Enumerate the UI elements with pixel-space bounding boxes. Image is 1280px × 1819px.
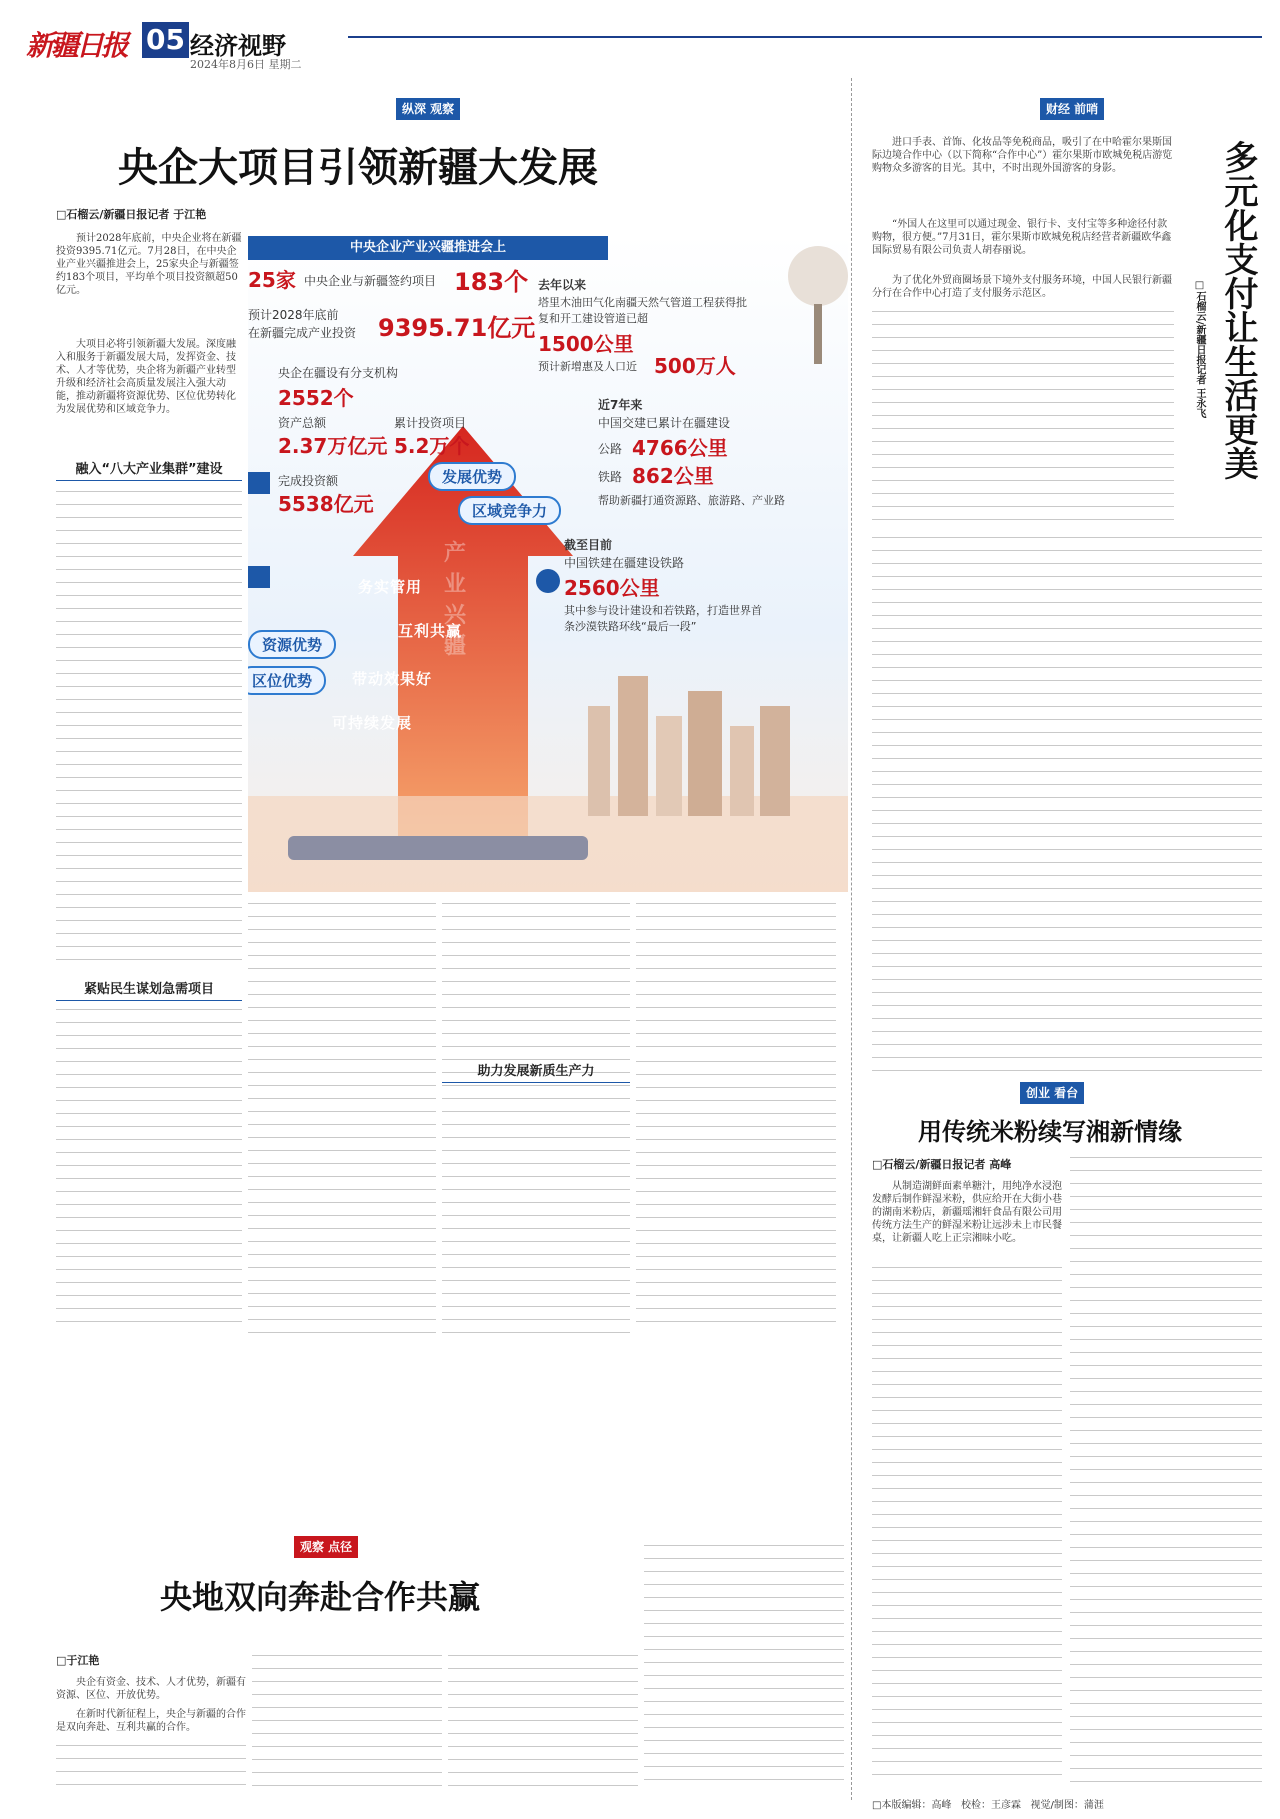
- arrow-word-practical: 务实管用: [358, 578, 423, 596]
- rail-label: 铁路: [598, 470, 623, 484]
- article3-byline: □石榴云/新疆日报记者 高峰: [872, 1158, 1012, 1171]
- article2-p3: 为了优化外贸商圈场景下境外支付服务环境，中国人民银行新疆分行在合作中心打造了支付服务示范区。: [872, 275, 1172, 299]
- article1-headline: 央企大项目引领新疆大发展: [118, 145, 598, 191]
- arrow-word-sustainable: 可持续发展: [332, 714, 413, 732]
- section-title: 经济视野: [190, 32, 286, 60]
- article4-p1: 央企有资金、技术、人才优势，新疆有资源、区位、开放优势。: [56, 1677, 246, 1701]
- pipe-people: 500万人: [654, 354, 736, 378]
- building-1: [588, 706, 610, 816]
- since-year-label: 去年以来: [538, 278, 587, 292]
- invest-amount: 9395.71亿元: [378, 314, 536, 342]
- article1-byline: □石榴云/新疆日报记者 于江艳: [56, 208, 207, 221]
- article1-body-col4: [636, 898, 836, 1048]
- article2-body-b: [872, 532, 1262, 1082]
- footer-editor: □本版编辑：高峰: [872, 1800, 952, 1811]
- infographic-title: 中央企业产业兴疆推进会上: [248, 236, 608, 260]
- pill-regional-competitiveness: 区域竞争力: [458, 496, 561, 525]
- branch-label: 央企在疆设有分支机构: [278, 366, 399, 380]
- building-4: [688, 691, 722, 816]
- train: [288, 836, 588, 860]
- arrow-watermark: 产业兴疆: [444, 541, 467, 659]
- signed-label: 中央企业与新疆签约项目: [304, 274, 437, 288]
- years7-note: 帮助新疆打通资源路、旅游路、产业路: [598, 494, 785, 507]
- page-footer: [872, 1796, 1104, 1811]
- article4-headline: 央地双向奔赴合作共赢: [160, 1578, 481, 1616]
- invest-label2: 在新疆完成产业投资: [248, 326, 357, 340]
- building-icon: [248, 472, 270, 494]
- section-tag-commentary: 观察 点径: [294, 1536, 358, 1558]
- article3-body-col2: [1070, 1152, 1262, 1784]
- since-year-text: 塔里木油田气化南疆天然气管道工程获得批复和开工建设管道已超: [538, 296, 747, 325]
- years7-text: 中国交建已累计在疆建设: [598, 416, 731, 430]
- road-label: 公路: [598, 442, 623, 456]
- article4-byline: □于江艳: [56, 1654, 100, 1667]
- cum-value: 5.2万个: [394, 434, 470, 458]
- page-number: 05: [142, 22, 189, 58]
- cr-text: 中国铁建在疆建设铁路: [564, 556, 685, 570]
- subhead-new-productivity: 助力发展新质生产力: [442, 1060, 630, 1083]
- article1-lead: 预计2028年底前，中央企业将在新疆投资9395.71亿元。7月28日，在中央企业产业兴疆推进会上，25家央企与新疆签约183个项目，平均单个项目投资额超50亿元。: [56, 233, 242, 296]
- building-5: [730, 726, 754, 816]
- pill-location-advantage: 区位优势: [248, 666, 326, 695]
- newspaper-logo: 新疆日报: [26, 29, 127, 62]
- cr-label: 截至目前: [564, 538, 613, 552]
- article2-p2: “外国人在这里可以通过现金、银行卡、支付宝等多种途径付款购物，很方便。”7月31日，霍尔果斯市欧城免税店经营者新疆欧华鑫国际贸易有限公司负责人胡春丽说。: [872, 219, 1172, 256]
- footer-proof: 校检：王彦霖: [961, 1800, 1021, 1811]
- article4-body-col1: [56, 1740, 246, 1790]
- masthead: [18, 12, 1262, 71]
- article3-headline: 用传统米粉续写湘新情缘: [918, 1118, 1182, 1146]
- assets-value: 2.37万亿元: [278, 434, 388, 458]
- section-tag-finance: 财经 前哨: [1040, 98, 1104, 120]
- subhead-livelihood: 紧贴民生谋划急需项目: [56, 978, 242, 1001]
- article1-body-col4b: [636, 1056, 836, 1334]
- arrow-word-win-win: 互利共赢: [398, 622, 463, 640]
- article1-lead2: 大项目必将引领新疆大发展。深度融入和服务于新疆发展大局，发挥资金、技术、人才等优势，央企将为新疆产业转型升级和经济社会高质量发展注入强大动能，推动新疆将资源优势、区位优势转化为发展优势和区域竞争力。: [56, 339, 236, 415]
- article4-body-col3: [448, 1650, 638, 1790]
- article4-p2: 在新时代新征程上，央企与新疆的合作是双向奔赴、互利共赢的合作。: [56, 1709, 246, 1733]
- section-tag-startup: 创业 看台: [1020, 1082, 1084, 1104]
- pill-development-advantage: 发展优势: [428, 462, 516, 491]
- completed-label: 完成投资额: [278, 474, 339, 488]
- infographic: [248, 236, 848, 892]
- pipe-benefit: 预计新增惠及人口近: [538, 360, 637, 373]
- signed-companies: 25家: [248, 268, 296, 292]
- column-divider: [851, 78, 852, 1800]
- article2-body-a: [872, 306, 1174, 532]
- microphone-icon: [788, 246, 848, 306]
- section-tag-deep: 纵深 观察: [396, 98, 460, 120]
- cr-value: 2560公里: [564, 576, 660, 600]
- pill-resource-advantage: 资源优势: [248, 630, 336, 659]
- article1-body-col1: [56, 486, 242, 972]
- subhead-industry-clusters: 融入“八大产业集群”建设: [56, 458, 242, 481]
- cr-note: 其中参与设计建设和若铁路，打造世界首条沙漠铁路环线“最后一段”: [564, 604, 762, 633]
- article1-body-col3: [442, 898, 630, 1334]
- invest-label1: 预计2028年底前: [248, 308, 339, 322]
- years7-label: 近7年来: [598, 398, 643, 412]
- branch-count: 2552个: [278, 386, 354, 410]
- cum-label: 累计投资项目: [394, 416, 467, 430]
- article4-body-col4: [644, 1540, 844, 1790]
- masthead-rule: [348, 36, 1262, 38]
- signed-projects: 183个: [454, 268, 529, 296]
- article2-byline: □石榴云/新疆日报记者 王永飞: [1194, 280, 1205, 419]
- arrow-word-effect: 带动效果好: [352, 670, 433, 688]
- building-2: [618, 676, 648, 816]
- globe-icon: [536, 569, 560, 593]
- assets-label: 资产总额: [278, 416, 327, 430]
- microphone-stand: [814, 304, 822, 364]
- building-6: [760, 706, 790, 816]
- footer-design: 视觉/制图：蒲涯: [1030, 1800, 1104, 1811]
- building-3: [656, 716, 682, 816]
- article2-headline: 多元化支付让生活更美: [1218, 140, 1258, 480]
- article2-p1: 进口手表、首饰、化妆品等免税商品，吸引了在中哈霍尔果斯国际边境合作中心（以下简称“合作中心”）霍尔果斯市欧城免税店游览购物众多游客的目光。其中，不时出现外国游客的身影。: [872, 137, 1173, 174]
- article4-body-col2: [252, 1650, 442, 1790]
- completed-value: 5538亿元: [278, 492, 374, 516]
- issue-date: 2024年8月6日 星期二: [190, 58, 302, 71]
- road-value: 4766公里: [632, 436, 728, 460]
- article1-body-col2: [248, 898, 436, 1334]
- rail-value: 862公里: [632, 464, 714, 488]
- article3-p1: 从制造湖鲜面素单糖汁，用纯净水浸泡发酵后制作鲜湿米粉，供应给开在大街小巷的湖南米粉店，新疆瑶湘轩食品有限公司用传统方法生产的鲜湿米粉让远涉未上市民餐桌，让新疆人吃上正宗湘味小吃。: [872, 1181, 1062, 1244]
- money-icon: [248, 566, 270, 588]
- pipe-km: 1500公里: [538, 332, 634, 356]
- article1-body-col1b: [56, 1004, 242, 1334]
- article3-body-col1: [872, 1262, 1062, 1784]
